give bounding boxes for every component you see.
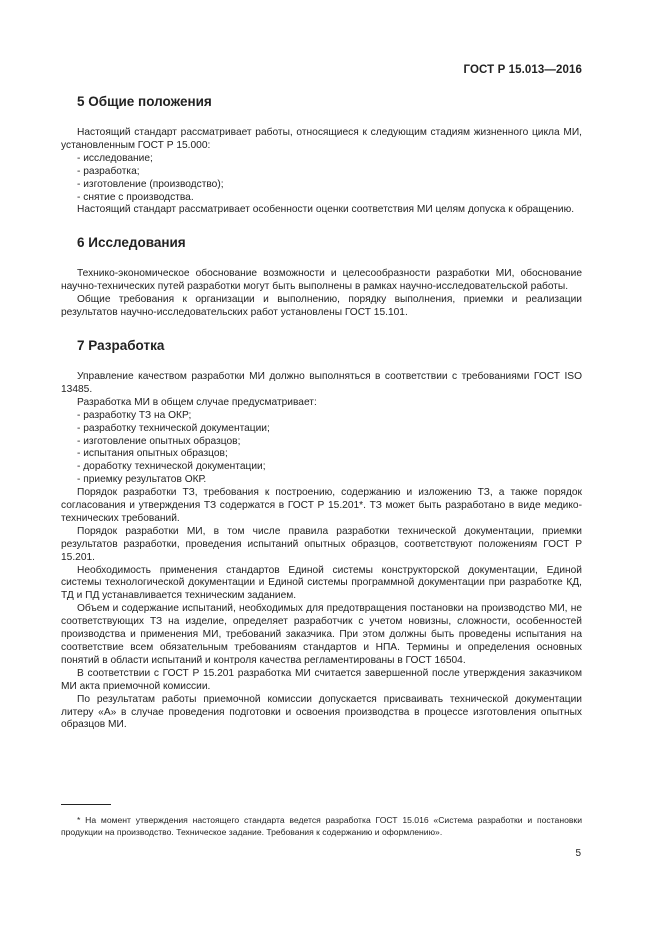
section-heading: 5 Общие положения [77, 94, 212, 109]
paragraph: Настоящий стандарт рассматривает особенности оценки соответствия МИ целям допуска к обращению. [77, 204, 575, 216]
page-number: 5 [575, 848, 581, 859]
list-item: - разработка; [77, 165, 140, 177]
section-heading: 6 Исследования [77, 235, 186, 251]
list-item: - разработку ТЗ на ОКР; [77, 409, 192, 421]
list-item: - доработку технической документации; [77, 461, 266, 473]
paragraph: По результатам работы приемочной комиссии допускается присваивать технической документации литеру «А» в случае проведения подготовки и освоения производства в процессе изготовления опытных образцов МИ. [61, 693, 582, 731]
section-7 [61, 338, 582, 732]
section-6 [61, 235, 582, 320]
paragraph: Технико-экономическое обоснование возможности и целесообразности разработки МИ, обоснование научно-технических путей разработки могут быть выполнены в рамках научно-исследовательской работы. [61, 268, 582, 293]
paragraph: Необходимость применения стандартов Единой системы конструкторской документации, Единой системы технологической документации и Единой системы программной документации при разработке КД, ТД и ПД устанавливается техническим заданием. [61, 564, 582, 602]
list-item: - приемку результатов ОКР. [77, 474, 207, 486]
page-content [61, 92, 582, 732]
footnote-divider [61, 804, 111, 805]
section-5 [61, 94, 582, 217]
paragraph: Порядок разработки ТЗ, требования к построению, содержанию и изложению ТЗ, а также порядок согласования и утверждения ТЗ содержатся в ГОСТ Р 15.201*. ТЗ может быть разработано в виде медико-технических требований. [61, 487, 582, 524]
paragraph: В соответствии с ГОСТ Р 15.201 разработка МИ считается завершенной после утверждения заказчиком МИ акта приемочной комиссии. [61, 667, 582, 692]
section-heading: 7 Разработка [77, 337, 165, 353]
section-body [61, 371, 582, 732]
footnote: * На момент утверждения настоящего стандарта ведется разработка ГОСТ 15.016 «Система разработки и постановки продукции на производство. Техническое задание. Требования к содержанию и оформлению». [61, 815, 582, 837]
list-item: - изготовление (производство); [77, 178, 224, 190]
list-item: - исследование; [77, 152, 153, 164]
section-body [61, 127, 582, 217]
section-body [61, 268, 582, 320]
list-item: - снятие с производства. [77, 191, 194, 203]
list-item: - разработку технической документации; [77, 422, 270, 434]
paragraph: Объем и содержание испытаний, необходимых для предотвращения постановки на производство МИ, не соответствующих ТЗ на изделие, определяет разработчик с учетом новизны, сложности, особенностей производства и применения МИ, требований заказчика. При этом должны быть проведены испытания на соответствие всем обязательным требованиям стандартов и НПА. Термины и определения основных понятий в области испытаний и контроля качества регламентированы в ГОСТ 16504. [61, 603, 582, 666]
paragraph: Управление качеством разработки МИ должно выполняться в соответствии с требованиями ГОСТ ISO 13485. [61, 370, 582, 395]
list-item: - испытания опытных образцов; [77, 448, 228, 460]
paragraph: Порядок разработки МИ, в том числе правила разработки технической документации, приемки результатов разработки, проведения испытаний опытных образцов, соответствуют положениям ГОСТ Р 15.201. [61, 525, 582, 563]
paragraph: Настоящий стандарт рассматривает работы, относящиеся к следующим стадиям жизненного цикла МИ, установленным ГОСТ Р 15.000: [61, 127, 582, 151]
paragraph: Общие требования к организации и выполнению, порядку выполнения, приемки и реализации результатов научно-исследовательских работ установлены ГОСТ 15.101. [61, 294, 582, 319]
paragraph: Разработка МИ в общем случае предусматривает: [77, 396, 317, 408]
list-item: - изготовление опытных образцов; [77, 435, 241, 447]
document-id-header: ГОСТ Р 15.013—2016 [463, 64, 582, 76]
